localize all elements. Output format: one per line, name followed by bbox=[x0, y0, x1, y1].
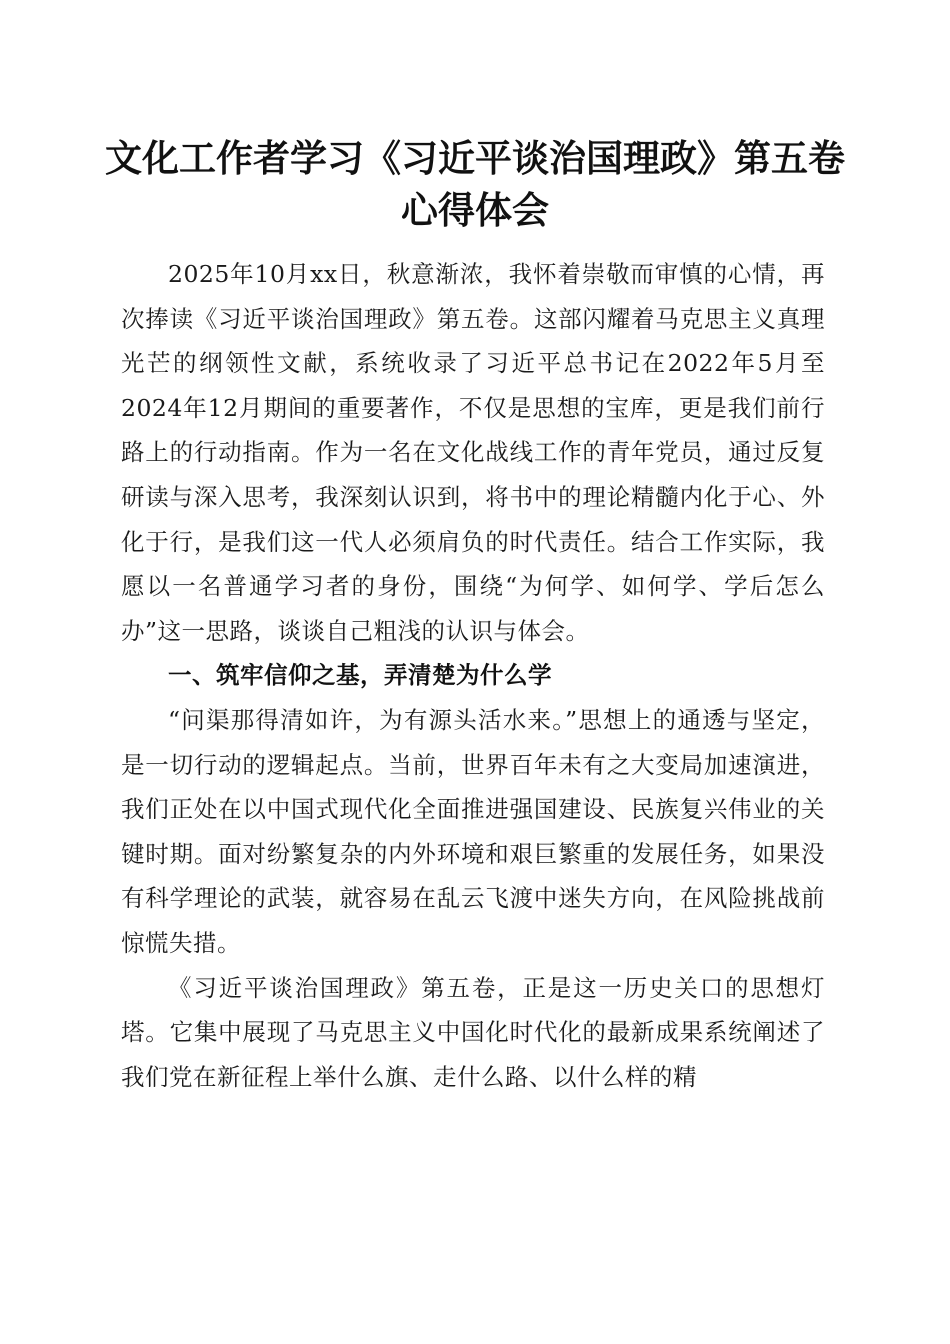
section-1-paragraph-1: “问渠那得清如许，为有源头活水来。”思想上的通透与坚定，是一切行动的逻辑起点。当前，世界百年未有之大变局加速演进，我们正处在以中国式现代化全面推进强国建设、民族复兴伟业的关键时期。面对纷繁复杂的内外环境和艰巨繁重的发展任务，如果没有科学理论的武装，就容易在乱云飞渡中迷失方向，在风险挑战前惊慌失措。 bbox=[121, 705, 825, 957]
section-1-heading: 一、筑牢信仰之基，弄清楚为什么学 bbox=[168, 661, 552, 690]
intro-paragraph: 2025年10月xx日，秋意渐浓，我怀着崇敬而审慎的心情，再次捧读《习近平谈治国理政》第五卷。这部闪耀着马克思主义真理光芒的纲领性文献，系统收录了习近平总书记在2022年5月至2024年12月期间的重要著作，不仅是思想的宝库，更是我们前行路上的行动指南。作为一名在文化战线工作的青年党员，通过反复研读与深入思考，我深刻认识到，将书中的理论精髓内化于心、外化于行，是我们这一代人必须肩负的时代责任。结合工作实际，我愿以一名普通学习者的身份，围绕“为何学、如何学、学后怎么办”这一思路，谈谈自己粗浅的认识与体会。 bbox=[121, 260, 825, 645]
title-line-1: 文化工作者学习《习近平谈治国理政》第五卷 bbox=[105, 136, 845, 180]
section-1-paragraph-2: 《习近平谈治国理政》第五卷，正是这一历史关口的思想灯塔。它集中展现了马克思主义中国化时代化的最新成果系统阐述了我们党在新征程上举什么旗、走什么路、以什么样的精 bbox=[121, 973, 825, 1091]
document-body bbox=[121, 252, 825, 1099]
title-line-2: 心得体会 bbox=[401, 188, 549, 232]
document-title bbox=[100, 132, 850, 236]
